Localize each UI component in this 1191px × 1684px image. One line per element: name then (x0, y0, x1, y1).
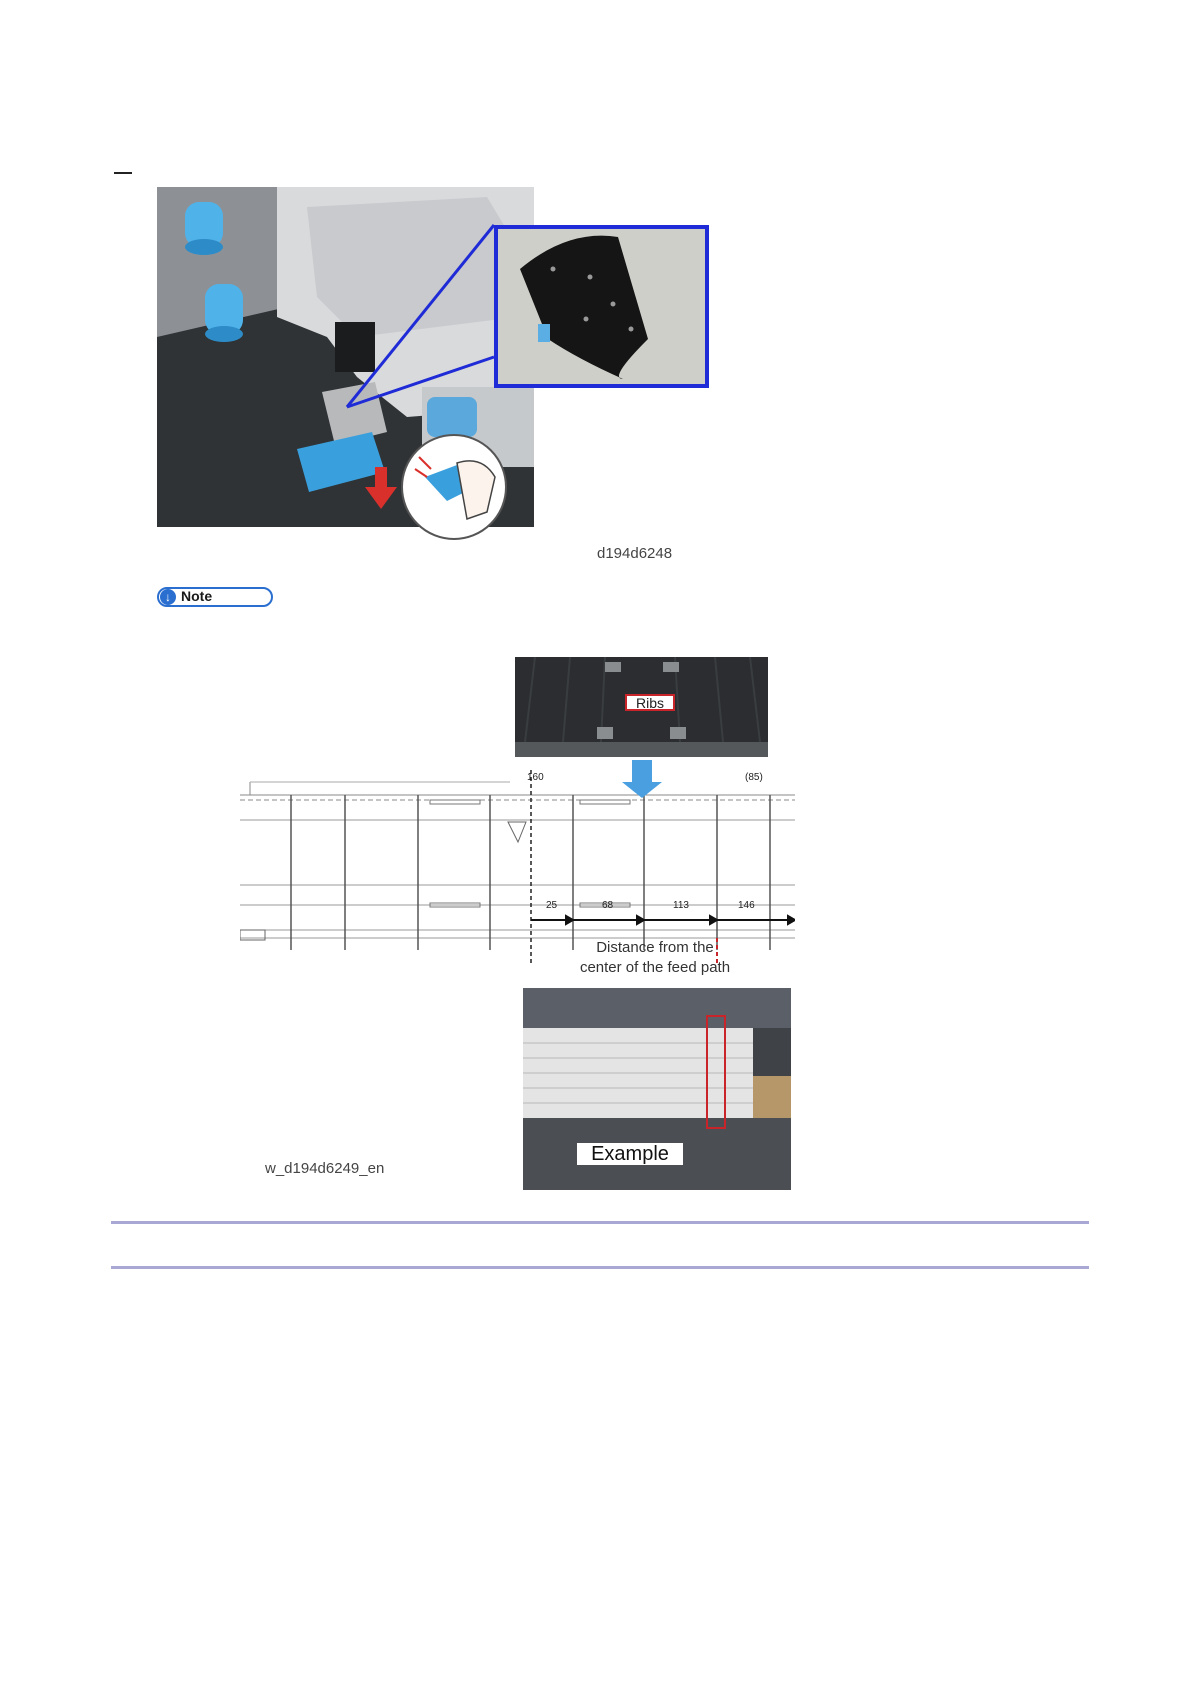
example-label: Example (577, 1143, 683, 1165)
dimension-label: 160 (527, 772, 544, 783)
lever-photo (157, 187, 534, 527)
divider (111, 1221, 1089, 1224)
down-arrow-circle-icon: ↓ (160, 589, 176, 605)
distance-label: 68 (602, 900, 614, 911)
paper-stack-photo (523, 988, 791, 1190)
magnified-inset (494, 225, 709, 388)
note-badge (157, 587, 273, 607)
figure-caption: w_d194d6249_en (265, 1160, 385, 1177)
divider (111, 1266, 1089, 1269)
ribs-photo (515, 657, 768, 757)
distance-caption-line: Distance from the (596, 939, 714, 956)
dimension-label: (85) (745, 772, 763, 783)
distance-label: 25 (546, 900, 558, 911)
distance-label: 146 (738, 900, 755, 911)
feed-path-drawing (240, 760, 795, 965)
distance-label: 113 (673, 900, 689, 911)
distance-caption (560, 938, 750, 978)
ribs-label: Ribs (625, 694, 675, 711)
figure-caption: d194d6248 (597, 545, 673, 562)
distance-caption-line: center of the feed path (579, 959, 731, 976)
step-marker (114, 172, 132, 174)
note-label: Note (181, 588, 213, 604)
